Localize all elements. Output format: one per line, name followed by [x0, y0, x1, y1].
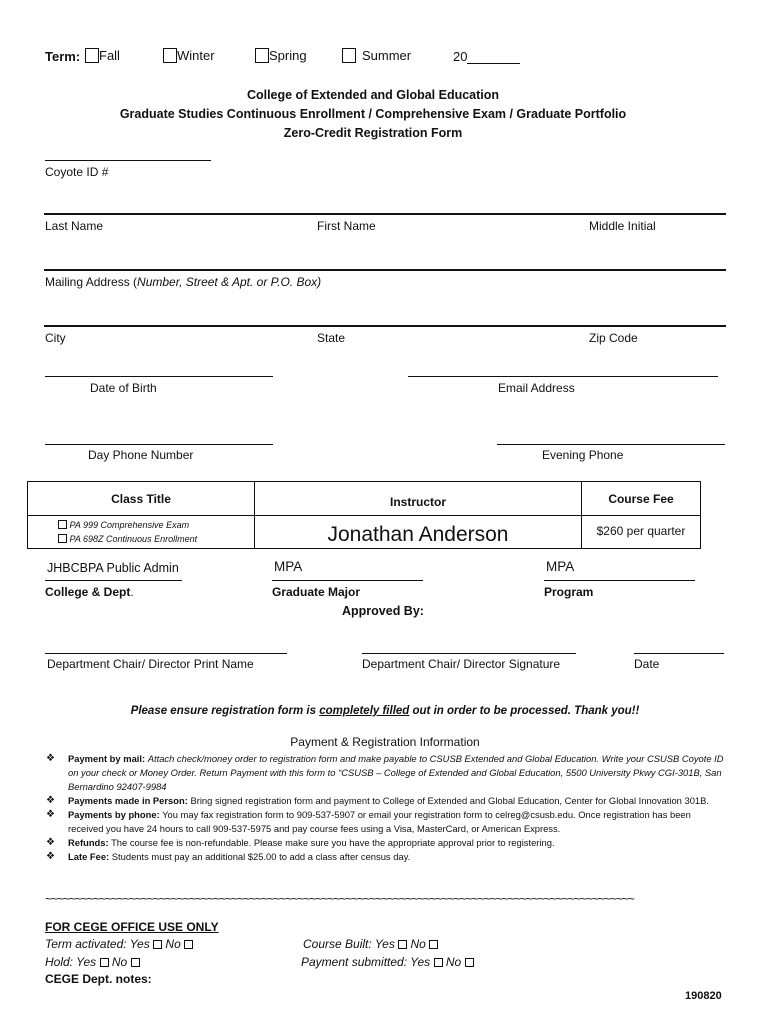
last-name-label: Last Name: [45, 219, 104, 233]
print-name-label: Department Chair/ Director Print Name: [47, 657, 254, 671]
refunds-text: The course fee is non-refundable. Please make sure you have the appropriate approval prior to registering.: [111, 837, 555, 848]
instructor-value[interactable]: Jonathan Anderson: [255, 516, 582, 549]
city-label: City: [45, 331, 66, 345]
course-built-row: [303, 937, 438, 951]
term-activated-yes-checkbox[interactable]: [153, 940, 162, 949]
coyote-id-field[interactable]: [45, 160, 211, 161]
coyote-id-label: Coyote ID #: [45, 165, 109, 179]
course-fee-header: Course Fee: [582, 482, 701, 516]
payment-submitted-yes-checkbox[interactable]: [434, 958, 443, 967]
pa999-checkbox[interactable]: [58, 520, 67, 529]
course-built-no-checkbox[interactable]: [429, 940, 438, 949]
pa999-label: PA 999 Comprehensive Exam: [69, 520, 190, 530]
winter-label: Winter: [177, 48, 215, 63]
late-label: Late Fee:: [68, 851, 110, 862]
evening-phone-field[interactable]: [497, 444, 725, 445]
first-name-label: First Name: [317, 219, 376, 233]
header-line1: College of Extended and Global Education: [246, 88, 500, 102]
approved-by-label: Approved By:: [342, 604, 424, 618]
major-label: Graduate Major: [272, 585, 361, 599]
class-title-header: Class Title: [28, 482, 255, 516]
day-phone-field[interactable]: [45, 444, 273, 445]
date-field[interactable]: [634, 653, 724, 654]
header-line3: Zero-Credit Registration Form: [283, 126, 463, 140]
course-built-yes-checkbox[interactable]: [398, 940, 407, 949]
term-label: Term:: [45, 49, 81, 64]
major-field: [272, 580, 423, 581]
middle-initial-label: Middle Initial: [589, 219, 656, 233]
mail-label: Payment by mail:: [68, 753, 146, 764]
term-year-prefix: 20: [453, 49, 468, 64]
email-label: Email Address: [498, 381, 575, 395]
college-label-dot: .: [130, 585, 134, 599]
summer-checkbox[interactable]: [342, 48, 356, 63]
spring-label: Spring: [269, 48, 307, 63]
cege-notes-label: CEGE Dept. notes:: [45, 972, 152, 986]
late-fee-item: [46, 850, 726, 864]
email-field[interactable]: [408, 376, 718, 377]
refunds-item: [46, 836, 726, 850]
term-activated-label: Term activated: Yes: [45, 937, 150, 951]
person-label: Payments made in Person:: [68, 795, 188, 806]
form-code: 190820: [685, 990, 722, 1002]
hold-no-label: No: [111, 955, 128, 969]
term-year-field[interactable]: [467, 63, 520, 64]
hold-yes-checkbox[interactable]: [100, 958, 109, 967]
pa698z-label: PA 698Z Continuous Enrollment: [69, 534, 198, 544]
phone-label: Payments by phone:: [68, 809, 160, 820]
dob-label: Date of Birth: [90, 381, 157, 395]
term-activated-no-label: No: [165, 937, 181, 951]
signature-field[interactable]: [362, 653, 576, 654]
term-spring[interactable]: [255, 48, 307, 63]
pa698z-checkbox[interactable]: [58, 534, 67, 543]
class-table: [27, 481, 701, 549]
program-label: Program: [544, 585, 594, 599]
notice-after: out in order to be processed. Thank you!!: [409, 705, 640, 717]
major-value[interactable]: MPA: [274, 559, 303, 574]
term-activated-no-checkbox[interactable]: [184, 940, 193, 949]
class-options-cell: [28, 516, 255, 549]
notice-underlined: completely filled: [319, 705, 410, 717]
payment-mail-item: [46, 752, 726, 794]
person-text: Bring signed registration form and payment to College of Extended and Global Education, Center for Global Innovation 301B.: [190, 795, 709, 806]
diamond-bullet-icon: ❖: [46, 851, 55, 862]
hold-label: Hold: Yes: [45, 955, 97, 969]
refunds-label: Refunds:: [68, 837, 109, 848]
header-line2: Graduate Studies Continuous Enrollment / Comprehensive Exam / Graduate Portfolio: [119, 107, 627, 121]
diamond-bullet-icon: ❖: [46, 795, 55, 806]
hold-no-checkbox[interactable]: [131, 958, 140, 967]
payment-submitted-row: [301, 955, 474, 969]
dob-field[interactable]: [45, 376, 273, 377]
term-activated-row: [45, 937, 193, 951]
instructor-header: Instructor: [255, 482, 582, 516]
college-value[interactable]: JHBCBPA Public Admin: [47, 561, 179, 575]
office-title: FOR CEGE OFFICE USE ONLY: [45, 920, 219, 934]
zip-label: Zip Code: [589, 331, 638, 345]
mailing-address-text: Mailing Address (: [45, 275, 138, 289]
date-label: Date: [634, 657, 660, 671]
name-field-line[interactable]: [44, 213, 726, 215]
payment-submitted-no-label: No: [445, 955, 462, 969]
evening-phone-label: Evening Phone: [542, 448, 624, 462]
mailing-address-label: [45, 275, 321, 289]
course-built-no-label: No: [410, 937, 426, 951]
college-field: [45, 580, 182, 581]
notice-before: Please ensure registration form is: [130, 705, 320, 717]
program-field: [544, 580, 695, 581]
program-value[interactable]: MPA: [546, 559, 575, 574]
pa698z-option[interactable]: [58, 532, 254, 546]
print-name-field[interactable]: [45, 653, 287, 654]
payment-bullets: [46, 752, 726, 864]
course-built-label: Course Built: Yes: [303, 937, 395, 951]
term-summer[interactable]: [342, 48, 411, 63]
winter-checkbox[interactable]: [163, 48, 177, 63]
payment-submitted-label: Payment submitted: Yes: [301, 955, 431, 969]
diamond-bullet-icon: ❖: [46, 809, 55, 820]
term-winter[interactable]: [163, 48, 215, 63]
term-fall[interactable]: [85, 48, 120, 63]
day-phone-label: Day Phone Number: [88, 448, 194, 462]
diamond-bullet-icon: ❖: [46, 837, 55, 848]
summer-label: Summer: [362, 48, 412, 63]
fall-label: Fall: [99, 48, 120, 63]
mailing-address-hint: Number, Street & Apt. or P.O. Box): [137, 275, 322, 289]
signature-label: Department Chair/ Director Signature: [362, 657, 561, 671]
college-label: [45, 585, 134, 599]
completion-notice: [0, 705, 770, 717]
wavy-separator: ~~~~~~~~~~~~~~~~~~~~~~~~~~~~~~~~~~~~~~~~~~~~~~~~~~~~~~~~~~~~~~~~~~~~~~~~~~~~~~~~~~~~~~~~~~~~~~~~~~: [45, 894, 634, 904]
diamond-bullet-icon: ❖: [46, 753, 55, 764]
payment-title: Payment & Registration Information: [290, 735, 480, 749]
pa999-option[interactable]: [58, 518, 254, 532]
city-field-line[interactable]: [44, 325, 726, 327]
late-text: Students must pay an additional $25.00 to add a class after census day.: [111, 851, 411, 862]
course-fee-value: $260 per quarter: [582, 516, 701, 549]
phone-text: You may fax registration form to 909-537-5907 or email your registration form to celreg@csusb.edu. Once registration has been received you have 24 hours to call 909-537-5975 and pay course fees using a Visa, MasterCard, or American Express.: [68, 809, 691, 834]
payment-phone-item: [46, 808, 726, 836]
address-field-line[interactable]: [44, 269, 726, 271]
payment-submitted-no-checkbox[interactable]: [465, 958, 474, 967]
hold-row: [45, 955, 140, 969]
fall-checkbox[interactable]: [85, 48, 99, 63]
mail-text: Attach check/money order to registration form and make payable to CSUSB Extended and Global Education. Write your CSUSB Coyote ID on your check or Money Order. Return Payment with this form to “CSUSB – College of Extended and Global Education, 5500 University Pkwy CGI-301B, San Bernardino 92407-9984: [68, 753, 724, 792]
college-label-text: College & Dept: [45, 585, 131, 599]
spring-checkbox[interactable]: [255, 48, 269, 63]
state-label: State: [317, 331, 346, 345]
payment-person-item: [46, 794, 726, 808]
